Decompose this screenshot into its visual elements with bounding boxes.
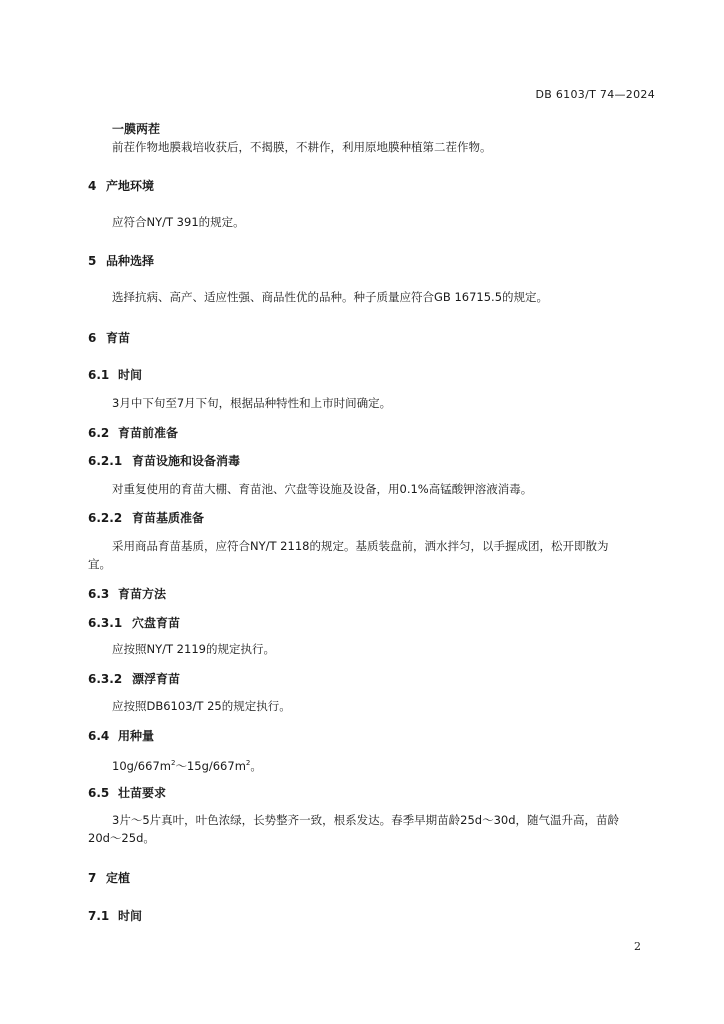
section-6-2-1-heading: [88, 452, 724, 469]
section-6-3-2-text: 应按照DB6103/T 25的规定执行。: [112, 699, 291, 713]
section-number: 6.3.1: [88, 616, 123, 630]
section-6-5-text-line2: 20d～25d。: [88, 831, 155, 845]
section-6-4-text: [0, 751, 724, 778]
section-title: 时间: [118, 909, 143, 923]
seed-rate-high: ～15g/667m: [175, 758, 246, 773]
section-number: 7: [88, 871, 97, 885]
section-6-2-2-text-line1: 采用商品育苗基质，应符合NY/T 2118的规定。基质装盘前，洒水拌匀，以手握成团，松开即散为: [112, 539, 609, 553]
section-6-2-heading: [88, 424, 724, 441]
section-title: 育苗: [106, 331, 131, 345]
section-title: 穴盘育苗: [132, 616, 181, 630]
section-6-3-1-heading: [88, 614, 724, 631]
section-number: 6.4: [88, 729, 110, 743]
section-title: 产地环境: [106, 179, 155, 193]
period: 。: [250, 758, 262, 773]
section-title: 漂浮育苗: [132, 672, 181, 686]
section-7-1-heading: [88, 907, 724, 924]
section-title: 品种选择: [106, 254, 155, 268]
section-number: 6.2.1: [88, 454, 123, 468]
section-6-1-heading: [88, 366, 724, 383]
section-title: 育苗设施和设备消毒: [132, 454, 241, 468]
section-6-2-1-text: 对重复使用的育苗大棚、育苗池、穴盘等设施及设备，用0.1%高锰酸钾溶液消毒。: [112, 482, 533, 496]
section-6-5-text-line1: 3片～5片真叶，叶色浓绿，长势整齐一致，根系发达。春季早期苗龄25d～30d，随气温升高，苗龄: [112, 813, 619, 827]
section-title: 壮苗要求: [118, 786, 167, 800]
section-6-3-2-heading: [88, 670, 724, 687]
section-number: 6.2: [88, 426, 110, 440]
section-number: 6.3: [88, 587, 110, 601]
superscript: 2: [245, 759, 251, 767]
section-number: 6: [88, 331, 97, 345]
section-6-heading: [88, 329, 724, 346]
section-4-text: 应符合NY/T 391的规定。: [112, 215, 245, 229]
section-number: 6.2.2: [88, 511, 123, 525]
section-6-4-heading: [88, 727, 724, 744]
section-6-2-2-text-line2: 宜。: [88, 557, 111, 571]
section-number: 5: [88, 254, 97, 268]
section-7-heading: [88, 869, 724, 886]
section-number: 6.1: [88, 368, 110, 382]
section-6-3-heading: [88, 585, 724, 602]
section-number: 7.1: [88, 909, 110, 923]
section-number: 4: [88, 179, 97, 193]
section-5-heading: [88, 252, 724, 269]
section-number: 6.3.2: [88, 672, 123, 686]
section-6-5-heading: [88, 784, 724, 801]
section-5-text: 选择抗病、高产、适应性强、商品性优的品种。种子质量应符合GB 16715.5的规定。: [112, 290, 549, 304]
section-title: 用种量: [118, 729, 155, 743]
section-6-3-1-text: 应按照NY/T 2119的规定执行。: [112, 642, 275, 656]
section-title: 定植: [106, 871, 131, 885]
term-title: 一膜两茬: [112, 122, 161, 136]
section-title: 育苗前准备: [118, 426, 179, 440]
section-4-heading: [88, 177, 724, 194]
page-number: 2: [634, 940, 641, 953]
section-title: 育苗方法: [118, 587, 167, 601]
section-title: 育苗基质准备: [132, 511, 205, 525]
seed-rate-low: 10g/667m: [112, 758, 171, 773]
standard-code: DB 6103/T 74—2024: [535, 88, 655, 101]
section-6-1-text: 3月中下旬至7月下旬，根据品种特性和上市时间确定。: [112, 396, 392, 410]
superscript: 2: [170, 759, 176, 767]
section-title: 时间: [118, 368, 143, 382]
term-definition: 前茬作物地膜栽培收获后，不揭膜，不耕作，利用原地膜种植第二茬作物。: [112, 140, 492, 154]
section-6-2-2-heading: [88, 509, 724, 526]
section-number: 6.5: [88, 786, 110, 800]
